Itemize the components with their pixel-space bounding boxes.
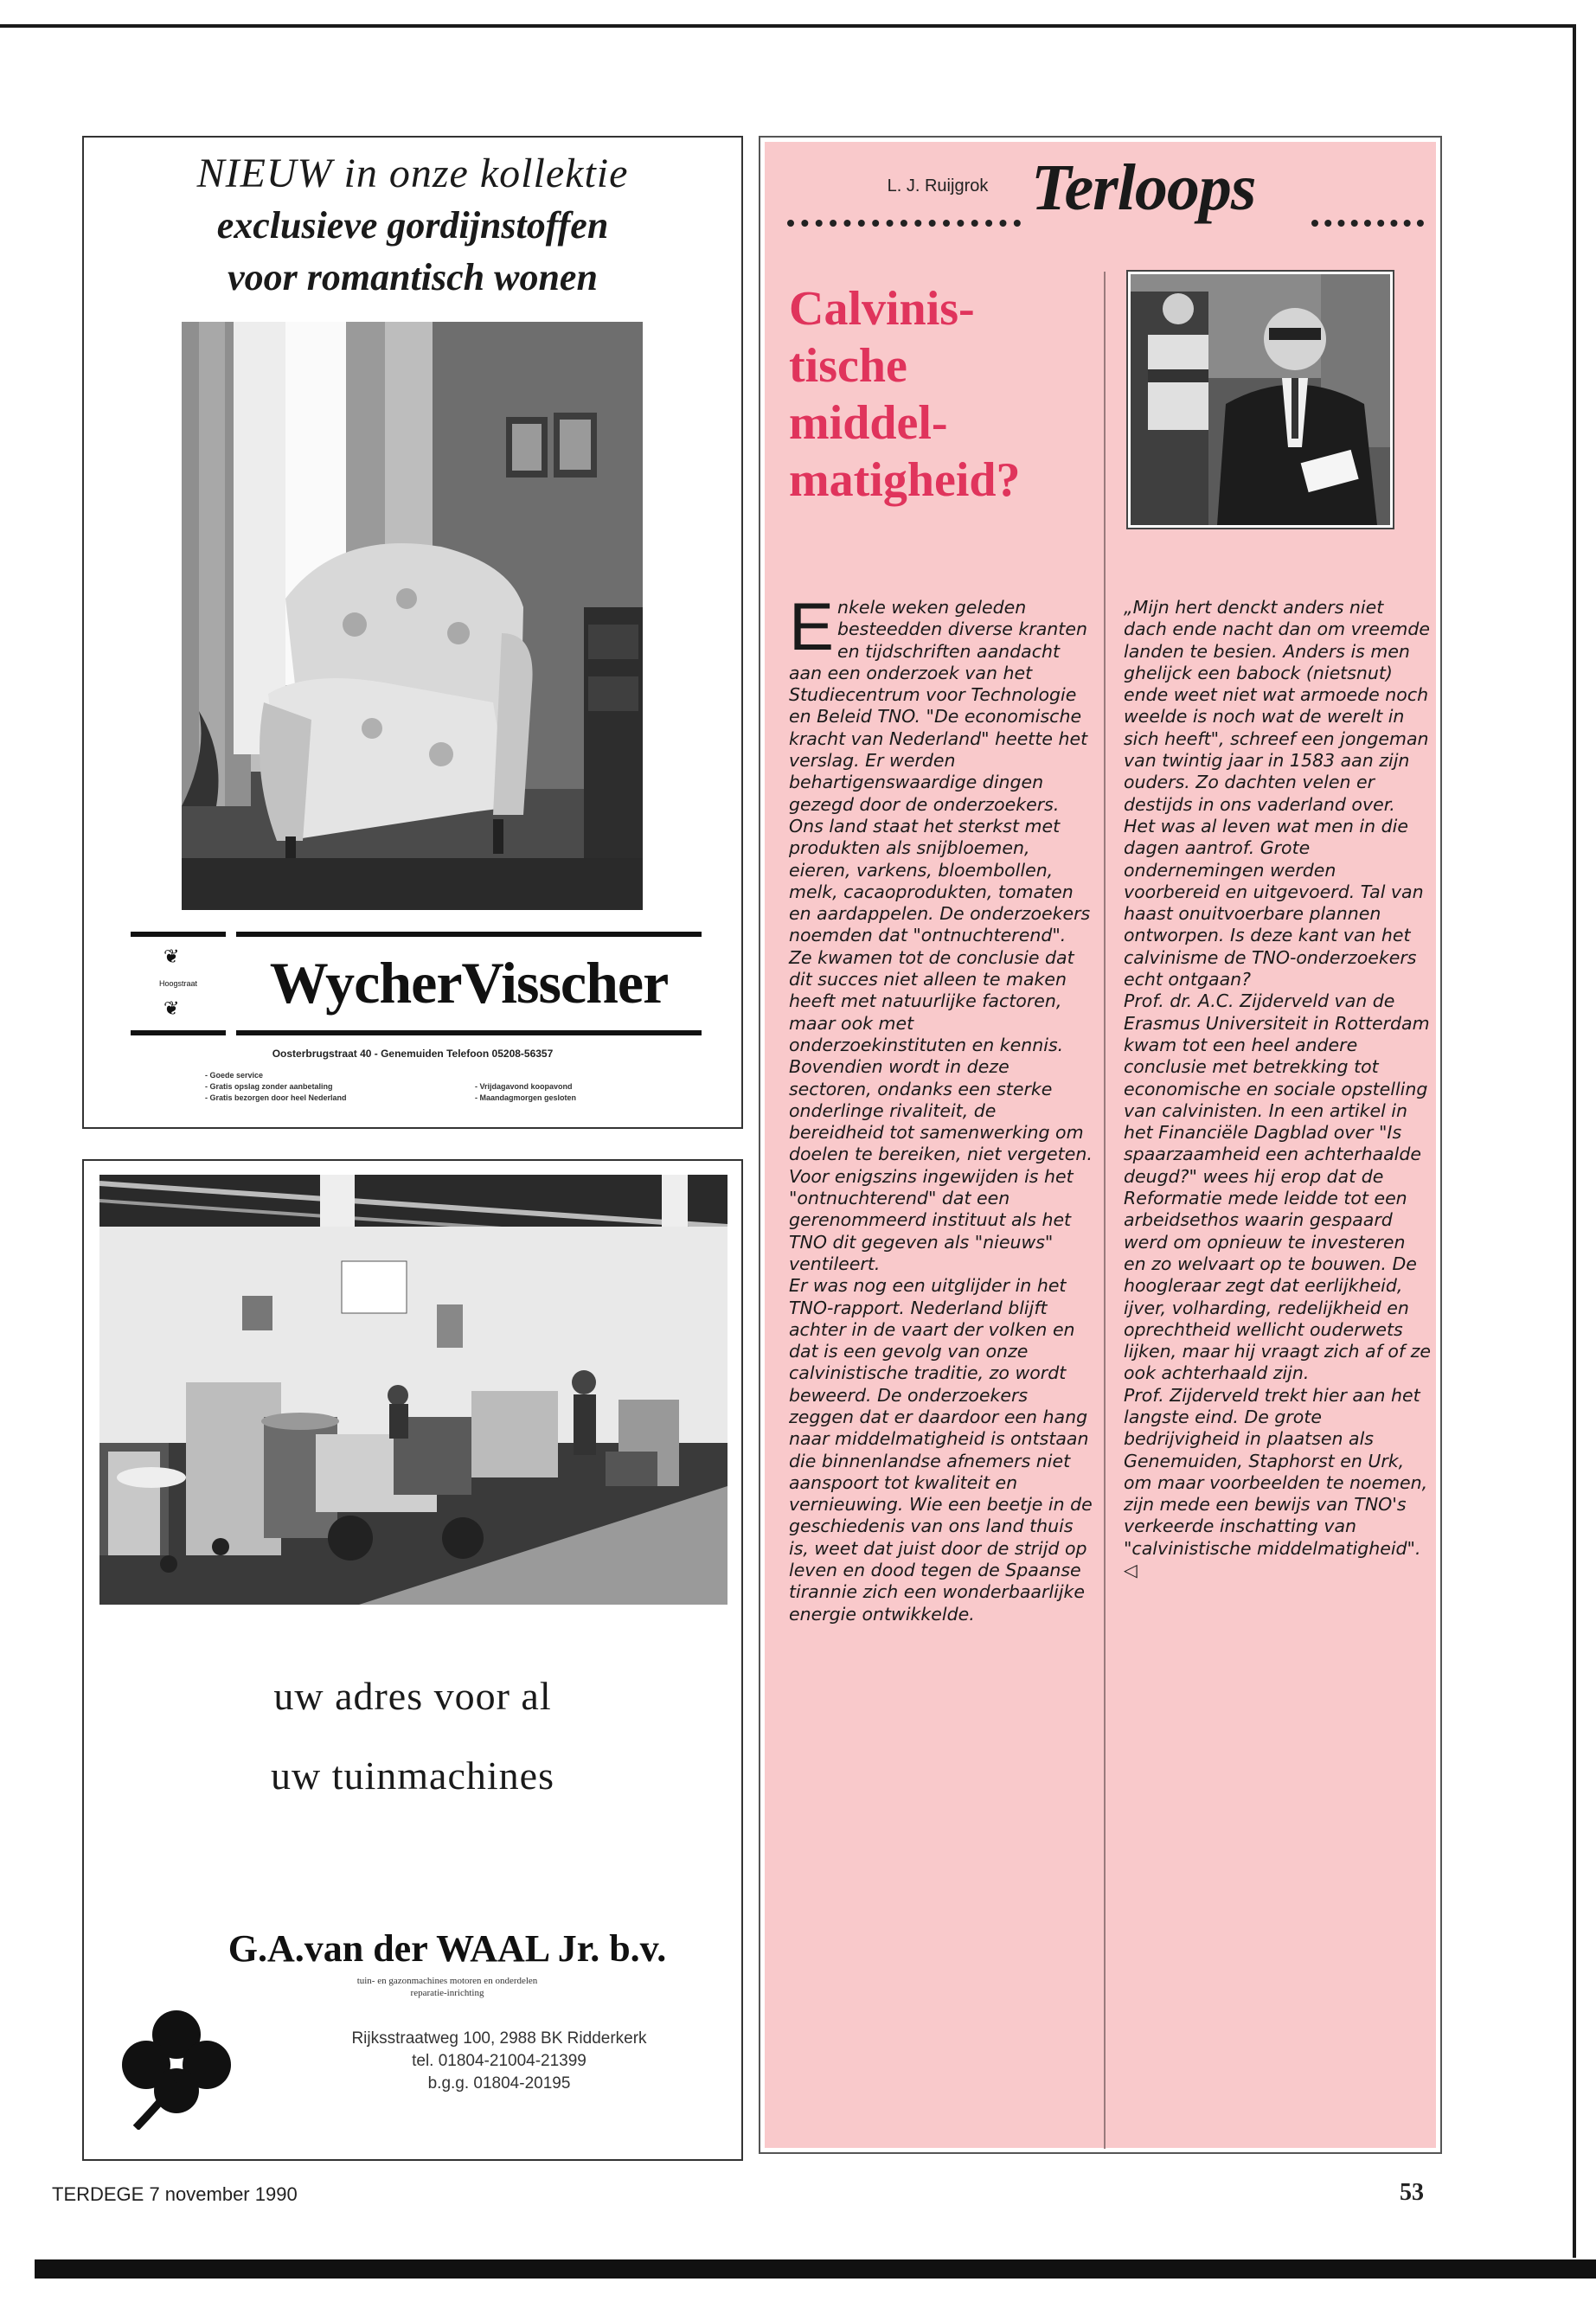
top-border-line: [0, 24, 1574, 28]
curtain-advertisement: [82, 136, 743, 1129]
wycher-visscher-logo: [131, 932, 702, 1035]
portrait-illustration: [1131, 274, 1390, 525]
column-divider: [1104, 272, 1106, 2149]
right-border-line: [1573, 24, 1576, 2258]
headline-line: matigheid?: [789, 453, 1021, 507]
paragraph: nkele weken geleden besteedden diverse kranten en tijdschriften aandacht aan een onderzoek van het Studiecentrum voor Technologie en Beleid TNO. "De economische kracht van Nederland" heette het verslag. Er werden behartigenswaardige dingen gezegd door de onderzoekers.: [789, 597, 1088, 815]
headline-line: middel-: [789, 396, 948, 450]
clover-logo-icon: [112, 2000, 241, 2130]
ad-slogan-line: uw adres voor al: [273, 1674, 552, 1718]
services-left: [205, 1070, 347, 1104]
ad-headline-line: voor romantisch wonen: [228, 256, 598, 298]
armchair-illustration: [182, 322, 643, 910]
headline-line: tische: [789, 339, 907, 393]
ad-headline-line: NIEUW in onze kollektie: [196, 151, 629, 196]
column-background: [765, 142, 1436, 2148]
showroom-illustration: [99, 1175, 727, 1605]
showroom-photo: [99, 1175, 727, 1605]
drop-cap: E: [789, 588, 835, 664]
dotted-rule: [1311, 213, 1424, 227]
paragraph: „Mijn hert denckt anders niet dach ende nacht dan om vreemde landen te besien. Anders is men ghelijck een babock (nietsnut) ende weet niet wat armoede noch weelde is noch wat de werelt in sich heeft", schreef een jongeman van twintig jaar in 1583 aan zijn ouders. Zo dachten velen er destijds in ons vaderland over. Het was al leven wat men in die dagen aantrof. Grote ondernemingen werden voorbereid en uitgevoerd. Tal van haast onuitvoerbare plannen ontworpen. Is deze kant van het calvinisme de TNO-onderzoekers echt ontgaan?: [1124, 597, 1430, 990]
services-right: [475, 1081, 576, 1104]
ornament-icon: ❦: [163, 945, 180, 967]
logo-name: WycherVisscher: [269, 950, 669, 1016]
terloops-column: [759, 136, 1442, 2154]
logo-city-label: Hoogstraat: [158, 979, 198, 988]
service-item: - Gratis opslag zonder aanbetaling: [205, 1082, 333, 1091]
service-item: - Vrijdagavond koopavond: [475, 1082, 573, 1091]
paragraph: Er was nog een uitglijder in het TNO-rapport. Nederland blijft achter in de vaart der volken en dat is een gevolg van onze calvinistische traditie, zo wordt beweerd. De onderzoekers zeggen dat er daardoor een hang naar middelmatigheid is ontstaan die binnenlandse afnemers niet aanspoort tot kwaliteit en vernieuwing. Wie een beetje in de geschiedenis van ons land thuis is, weet dat juist door de strijd op leven en dood tegen de Spaanse tirannie zich een wonderbaarlijke energie ontwikkelde.: [789, 1275, 1093, 1625]
article-column-2: [1124, 597, 1431, 1581]
ornament-icon: ❦: [163, 997, 180, 1019]
armchair-photo: [182, 322, 643, 910]
author-portrait-photo: [1128, 272, 1393, 528]
ad-headline: [84, 148, 741, 304]
paragraph: Prof. Zijderveld trekt hier aan het langste eind. De grote bedrijvigheid in plaatsen als Genemuiden, Staphorst en Urk, om maar voorbeelden te noemen, zijn mede een bewijs van TNO's verkeerde inschatting van "calvinistische middelmatigheid". ◁: [1124, 1384, 1428, 1581]
magazine-issue-footer: TERDEGE 7 november 1990: [52, 2183, 298, 2205]
paragraph: Prof. dr. A.C. Zijderveld van de Erasmus Universiteit in Rotterdam kwam tot een heel andere conclusie met betrekking tot economische en sociale opstelling van calvinisten. In een artikel in het Financiële Dagblad over "Is spaarzaamheid een achterhaalde deugd?" wees hij erop dat de Reformatie mede leidde tot een arbeidsethos waarin gespaard werd om opnieuw te investeren en zo welvaart op te bouwen. De hoogleraar zegt dat eerlijkheid, ijver, volharding, redelijkheid en oprechtheid wellicht ouderwets lijken, maar hij vraagt zich af of ze ook achterhaald zijn.: [1124, 990, 1431, 1384]
bottom-border-bar: [35, 2259, 1596, 2279]
service-item: - Maandagmorgen gesloten: [475, 1093, 577, 1102]
company-subtitle: reparatie-inrichting: [410, 1988, 484, 1998]
headline-line: Calvinis-: [789, 282, 975, 336]
page-number: 53: [1400, 2179, 1424, 2206]
paragraph: Ons land staat het sterkst met produkten als snijbloemen, eieren, varkens, bloembollen, melk, cacaoprodukten, tomaten en aardappelen. De onderzoekers noemden dat "ontnuchterend". Ze kwamen tot de conclusie dat dit succes niet alleen te maken heeft met natuurlijke factoren, maar ook met onderzoekinstituten en kennis. Bovendien wordt in deze sectoren, ondanks een sterke onderlinge rivaliteit, de bereidheid tot samenwerking om doelen te bereiken, niet vergeten. Voor enigszins ingewijden is het "ontnuchterend" dat een gerenommeerd instituut als het TNO dit gegeven als "nieuws" ventileert.: [789, 815, 1093, 1274]
company-phone: tel. 01804-21004-21399: [412, 2052, 586, 2070]
company-name: G.A.van der WAAL Jr. b.v.: [228, 1927, 667, 1970]
garden-machines-advertisement: [82, 1159, 743, 2161]
company-address: Rijksstraatweg 100, 2988 BK Ridderkerk: [351, 2029, 647, 2048]
company-phone-alt: b.g.g. 01804-20195: [427, 2074, 571, 2093]
store-address: Oosterbrugstraat 40 - Genemuiden Telefoon 05208-56357: [272, 1048, 554, 1060]
ad-slogan-line: uw tuinmachines: [271, 1753, 554, 1798]
service-item: - Gratis bezorgen door heel Nederland: [205, 1093, 347, 1102]
logo-side-block: [131, 932, 226, 1035]
company-subtitle: tuin- en gazonmachines motoren en onderdelen: [356, 1976, 538, 1986]
article-headline: [789, 280, 1074, 509]
column-rubric-title: Terloops: [1031, 151, 1256, 224]
column-author: L. J. Ruijgrok: [887, 176, 989, 195]
service-item: - Goede service: [205, 1071, 264, 1080]
logo-main-block: [236, 932, 702, 1035]
article-column-1: [789, 588, 1093, 1625]
dotted-rule: [787, 213, 1021, 227]
ad-headline-line: exclusieve gordijnstoffen: [216, 204, 609, 247]
